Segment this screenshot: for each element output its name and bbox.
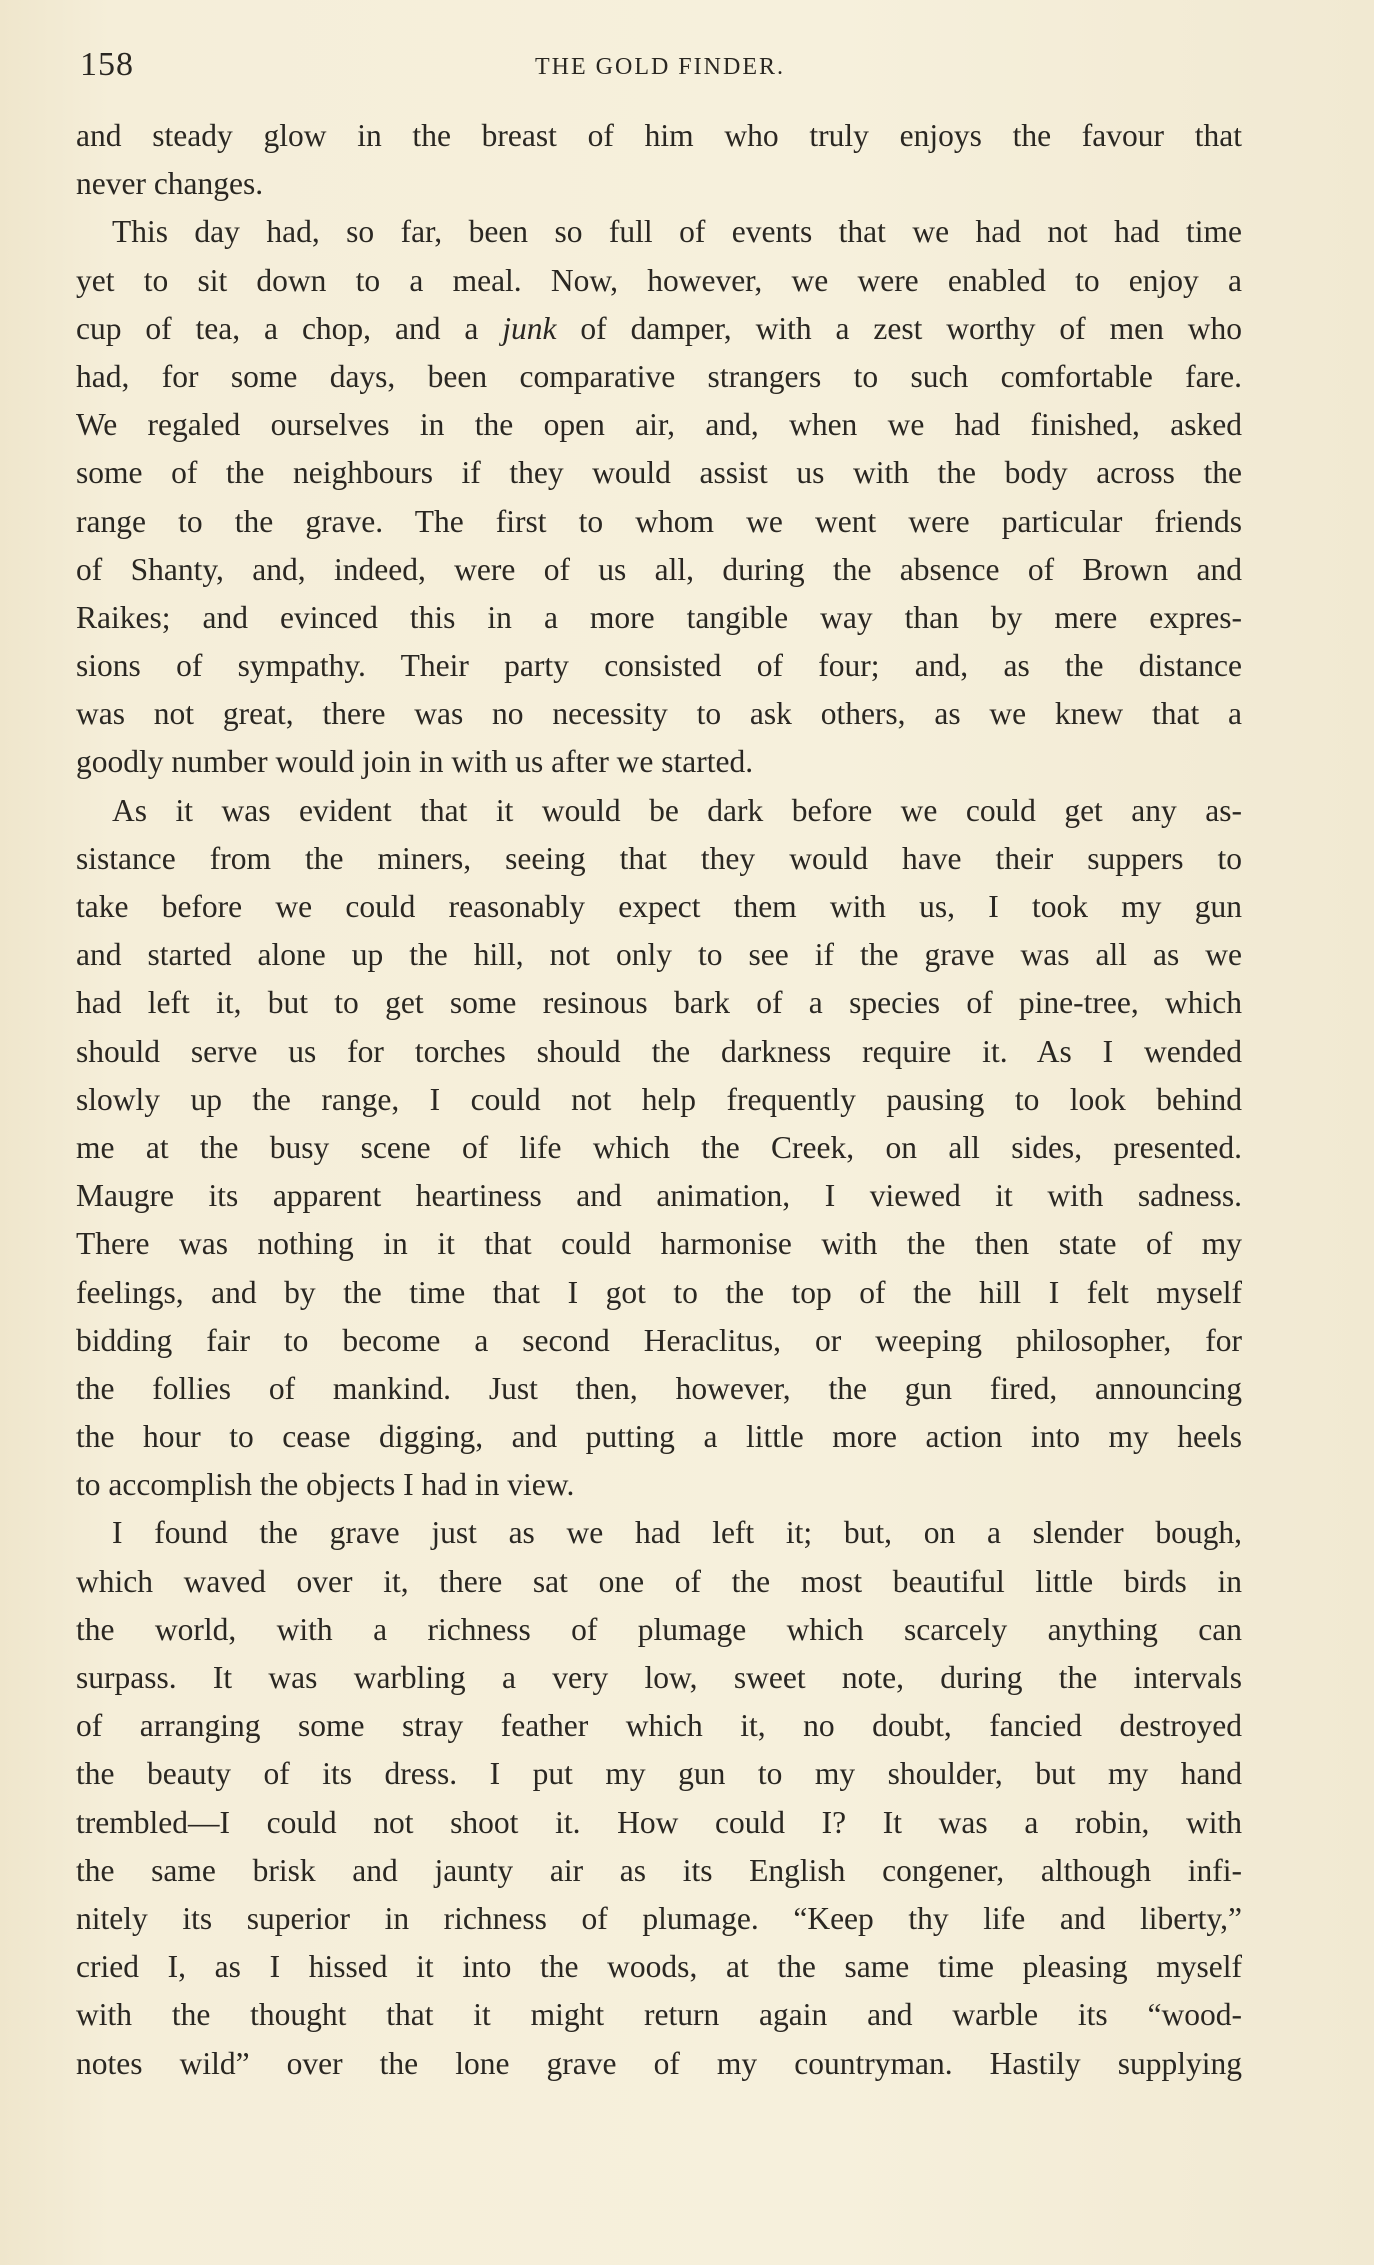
- text-line: the world, with a richness of plumage which scarcely anything can: [76, 1611, 1242, 1647]
- text-line: goodly number would join in with us after we started.: [76, 744, 754, 780]
- text-line: cup of tea, a chop, and a junk of damper, with a zest worthy of men who: [76, 310, 1242, 346]
- text-line: trembled—I could not shoot it. How could I? It was a robin, with: [76, 1804, 1242, 1840]
- text-line: yet to sit down to a meal. Now, however, we were enabled to enjoy a: [76, 262, 1242, 298]
- text-line: cried I, as I hissed it into the woods, at the same time pleasing myself: [76, 1949, 1242, 1985]
- body-text: [76, 112, 1242, 2088]
- text-line: range to the grave. The first to whom we went were particular friends: [76, 503, 1242, 539]
- text-line: of Shanty, and, indeed, were of us all, during the absence of Brown and: [76, 551, 1242, 587]
- text-line: should serve us for torches should the darkness require it. As I wended: [76, 1033, 1242, 1069]
- text-line: was not great, there was no necessity to ask others, as we knew that a: [76, 696, 1242, 732]
- text-line: This day had, so far, been so full of events that we had not had time: [112, 214, 1242, 250]
- text-line: sions of sympathy. Their party consisted of four; and, as the distance: [76, 648, 1242, 684]
- text-line: with the thought that it might return again and warble its “wood-: [76, 1997, 1242, 2033]
- text-line: take before we could reasonably expect them with us, I took my gun: [76, 889, 1242, 924]
- text-line: had, for some days, been comparative strangers to such comfortable fare.: [76, 358, 1242, 394]
- text-line: had left it, but to get some resinous bark of a species of pine-tree, which: [76, 985, 1242, 1021]
- text-line: notes wild” over the lone grave of my countryman. Hastily supplying: [76, 2045, 1242, 2081]
- text-line: Raikes; and evinced this in a more tangible way than by mere expres-: [76, 599, 1242, 635]
- text-line: Maugre its apparent heartiness and animation, I viewed it with sadness.: [76, 1178, 1242, 1214]
- text-line: As it was evident that it would be dark before we could get any as-: [112, 792, 1242, 828]
- page-number: 158: [80, 46, 134, 83]
- text-line: bidding fair to become a second Heraclitus, or weeping philosopher, for: [76, 1322, 1242, 1358]
- page-header: [80, 40, 1240, 100]
- text-line: There was nothing in it that could harmonise with the then state of my: [76, 1226, 1242, 1262]
- text-line: of arranging some stray feather which it, no doubt, fancied destroyed: [76, 1708, 1242, 1744]
- italic-word: junk: [502, 310, 557, 346]
- text-line: the beauty of its dress. I put my gun to my shoulder, but my hand: [76, 1756, 1242, 1792]
- text-line: which waved over it, there sat one of the most beautiful little birds in: [76, 1563, 1242, 1599]
- text-line: the hour to cease digging, and putting a little more action into my heels: [76, 1419, 1242, 1455]
- text-line: sistance from the miners, seeing that they would have their suppers to: [76, 840, 1242, 876]
- text-line: I found the grave just as we had left it; but, on a slender bough,: [112, 1515, 1242, 1551]
- text-line: slowly up the range, I could not help frequently pausing to look behind: [76, 1081, 1242, 1117]
- text-line: the same brisk and jaunty air as its English congener, although infi-: [76, 1852, 1242, 1888]
- text-line: nitely its superior in richness of plumage. “Keep thy life and liberty,”: [76, 1900, 1242, 1936]
- text-line: to accomplish the objects I had in view.: [76, 1467, 575, 1503]
- text-line: We regaled ourselves in the open air, and, when we had finished, asked: [76, 407, 1242, 443]
- text-line: some of the neighbours if they would assist us with the body across the: [76, 455, 1242, 491]
- text-line: never changes.: [76, 166, 264, 202]
- text-line: the follies of mankind. Just then, however, the gun fired, announcing: [76, 1370, 1242, 1406]
- text-line: surpass. It was warbling a very low, sweet note, during the intervals: [76, 1660, 1242, 1695]
- text-line: me at the busy scene of life which the Creek, on all sides, presented.: [76, 1129, 1242, 1165]
- text-line: and started alone up the hill, not only to see if the grave was all as we: [76, 937, 1242, 973]
- text-line: feelings, and by the time that I got to the top of the hill I felt myself: [76, 1274, 1242, 1310]
- text-line: and steady glow in the breast of him who truly enjoys the favour that: [76, 118, 1242, 153]
- running-head: THE GOLD FINDER.: [535, 54, 785, 80]
